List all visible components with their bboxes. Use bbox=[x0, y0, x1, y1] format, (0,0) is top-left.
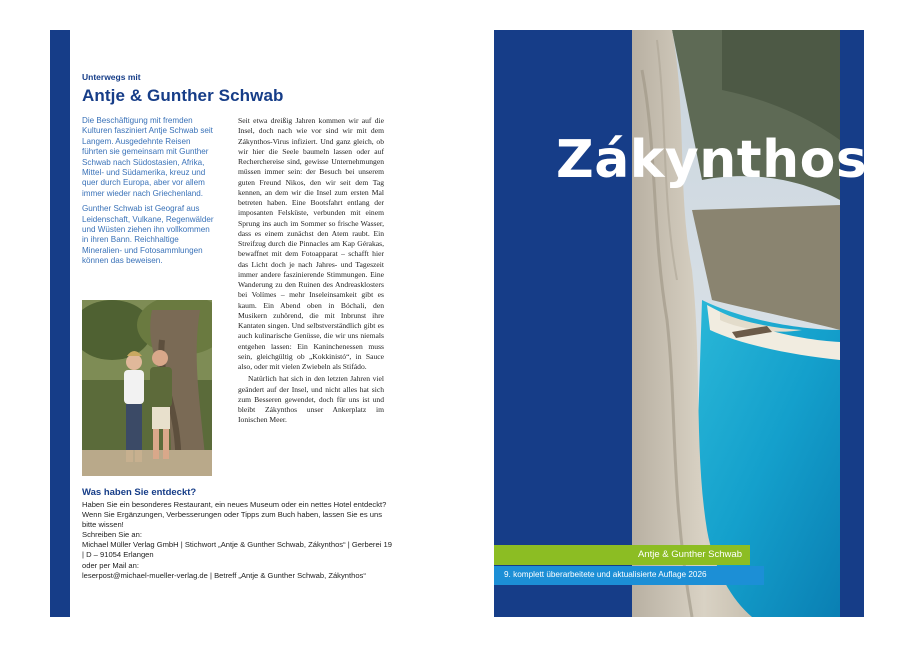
authors-band bbox=[494, 545, 750, 565]
kicker-label: Unterwegs mit bbox=[82, 72, 141, 82]
author-photo bbox=[82, 300, 212, 476]
bio-paragraph: Die Beschäftigung mit fremden Kulturen fasziniert Antje Schwab seit Langem. Ausgedehnte Reisen führten sie gemeinsam mit Gunther Schwab nach Südostasien, Afrika, Mittel- und Südamerika, kreuz und quer durch Europa, aber vor allem immer wieder nach Griechenland. bbox=[82, 116, 213, 198]
cover-photo bbox=[632, 30, 840, 617]
bio-paragraph: Gunther Schwab ist Geograf aus Leidenschaft, Vulkane, Regenwälder und Wüsten ziehen ihn vollkommen in ihren Bann. Reichhaltige Mineralien- und Fotosammlungen können das beweisen. bbox=[82, 204, 214, 266]
author-bio bbox=[82, 116, 214, 272]
contact-line: Haben Sie ein besonderes Restaurant, ein neues Museum oder ein nettes Hotel entdeckt? Wenn Sie Ergänzungen, Verbesserungen oder Tipps zum Buch haben, lassen Sie es uns bitte wissen! bbox=[82, 500, 387, 530]
author-heading: Antje & Gunther Schwab bbox=[82, 86, 284, 105]
cover-authors: Antje & Gunther Schwab bbox=[637, 549, 742, 560]
cover-edition: 9. komplett überarbeitete und aktualisierte Auflage 2026 bbox=[504, 570, 707, 579]
contact-info bbox=[82, 500, 392, 581]
left-page-accent-bar bbox=[50, 30, 70, 617]
edition-band bbox=[494, 566, 764, 585]
contact-line: oder per Mail an: bbox=[82, 560, 139, 570]
contact-line: leserpost@michael-mueller-verlag.de | Betreff „Antje & Gunther Schwab, Zákynthos“ bbox=[82, 570, 366, 580]
book-cover bbox=[494, 30, 864, 617]
contact-line: Schreiben Sie an: bbox=[82, 530, 142, 540]
cover-title: Zákynthos bbox=[556, 130, 868, 190]
contact-line: Michael Müller Verlag GmbH | Stichwort „Antje & Gunther Schwab, Zákynthos“ | Gerberei 19 | D – 91054 Erlangen bbox=[82, 540, 392, 560]
contact-heading: Was haben Sie entdeckt? bbox=[82, 487, 197, 498]
intro-text-column bbox=[238, 116, 384, 426]
author-photo-illustration bbox=[82, 300, 212, 476]
intro-paragraph: Natürlich hat sich in den letzten Jahren viel geändert auf der Insel, und nicht alles hat sich zum Besseren gewendet, doch für uns ist und bleibt Zákynthos unser Ankerplatz im Ionischen Meer. bbox=[238, 374, 384, 425]
intro-paragraph: Seit etwa dreißig Jahren kommen wir auf die Insel, doch nach wie vor sind wir mit dem Zákynthos-Virus infiziert. Und ganz gleich, ob wir hier die Seele baumeln lassen oder auf Recherchereise sind, gewisse Unternehmungen müssen immer sein: der Besuch bei unserem guten Freund Nikos, den wir seit dem Tag kennen, an dem wir die Insel zum ersten Mal betreten haben. Eine Bootsfahrt entlang der imposanten Felsküste, verbunden mit einem Sprung ins auch im Sommer so frische Wasser, dass es einem zunächst den Atem raubt. Ein Streifzug durch die Pinnacles am Kap Gérakas, bewaffnet mit dem Fotoapparat – schafft hier das Licht doch je nach Jahres- und Tageszeit immer andere faszinierende Stimmungen. Eine Wanderung zu den Ruinen des Andreasklosters bei Volímes – mehr Inseleinsamkeit gibt es kaum. Ein Abend oben in Bóchali, den Musikern zuhörend, die mit Inbrunst ihre Kantaten singen. Und selbstverständlich gibt es auch kulinarische Genüsse, die wir uns niemals entgehen lassen: Ein Kaninchenessen muss sein, gleichgültig ob „Kokkinistó“, in Sauce also, oder mit vielen Zwiebeln als Stifádo. bbox=[238, 116, 384, 371]
